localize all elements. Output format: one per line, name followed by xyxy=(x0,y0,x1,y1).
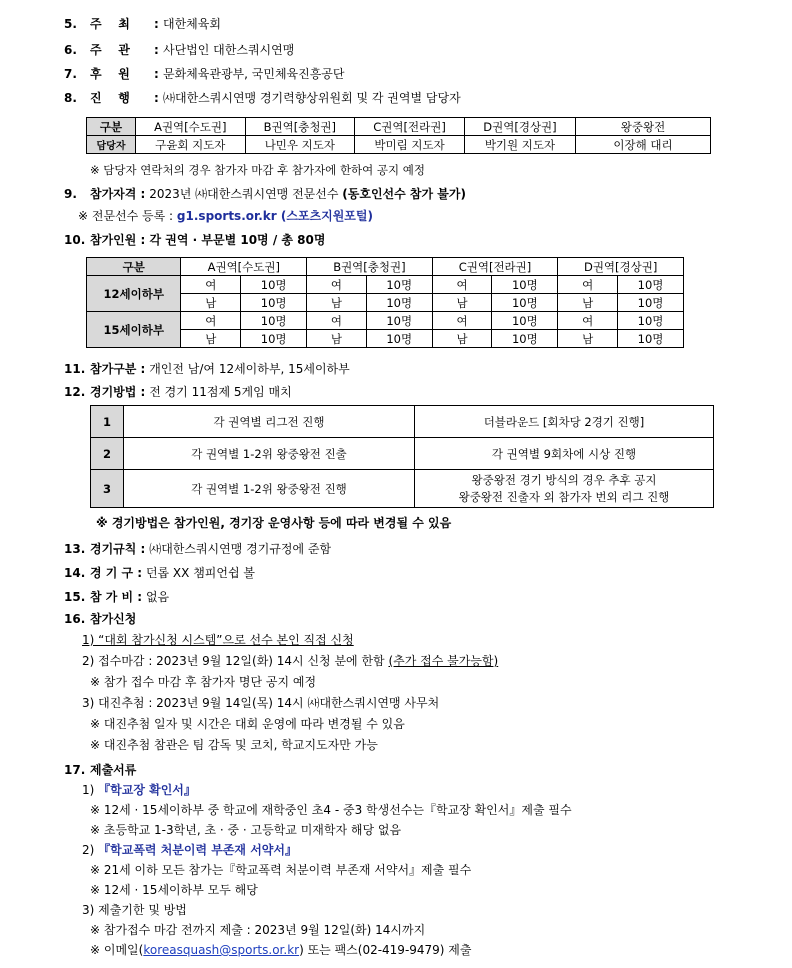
table-cell: 이장해 대리 xyxy=(576,136,711,154)
table-cell: 여 xyxy=(558,312,618,330)
table-cell: 남 xyxy=(307,330,367,348)
item-label: 참가인원 : 각 권역 · 부문별 10명 / 총 80명 xyxy=(90,233,326,247)
item-label: 주 최 xyxy=(90,17,130,31)
doc-1-note-a: ※ 12세 · 15세이하부 중 학교에 재학중인 초4 - 중3 학생선수는『학교장 확인서』제출 필수 xyxy=(90,803,572,817)
item-number: 13. xyxy=(64,542,86,556)
apply-line-4: 3) 대진추첨 : 2023년 9월 14일(목) 14시 ㈔대한스쿼시연맹 사무처 xyxy=(82,696,440,710)
doc-title: 『학교장 확인서』 xyxy=(98,783,196,797)
doc-title: 『학교폭력 처분이력 부존재 서약서』 xyxy=(98,843,297,857)
doc-3-note-a: ※ 참가접수 마감 전까지 제출 : 2023년 9월 12일(화) 14시까지 xyxy=(90,923,426,937)
item-number: 5. xyxy=(64,17,77,31)
table-header-cell: B권역[충청권] xyxy=(245,118,355,136)
apply-line-2 xyxy=(82,653,498,669)
table-cell: 10명 xyxy=(366,312,432,330)
table-header-cell: A권역[수도권] xyxy=(136,118,246,136)
doc-2 xyxy=(82,842,297,858)
item-value: 2023년 ㈔대한스쿼시연맹 전문선수 xyxy=(149,187,343,201)
table-cell: 10명 xyxy=(618,312,684,330)
entry-table xyxy=(86,257,684,348)
doc-2-note-a: ※ 21세 이하 모든 참가는『학교폭력 처분이력 부존재 서약서』제출 필수 xyxy=(90,863,472,877)
table-header-cell: D권역[경상권] xyxy=(558,258,684,276)
table-cell: 여 xyxy=(432,312,492,330)
doc-3: 3) 제출기한 및 방법 xyxy=(82,903,187,917)
table-cell: 10명 xyxy=(618,294,684,312)
apply-deadline-note: (추가 접수 불가능함) xyxy=(388,654,499,668)
table-header-cell: 구분 xyxy=(87,258,181,276)
item-value: 문화체육관광부, 국민체육진흥공단 xyxy=(162,67,345,81)
item-6: 6. 주 관 : 사단법인 대한스쿼시연맹 xyxy=(64,43,295,57)
item-11 xyxy=(64,361,350,377)
item-number: 12. xyxy=(64,385,86,399)
item-value: ㈔대한스쿼시연맹 경기력향상위원회 및 각 권역별 담당자 xyxy=(162,91,461,105)
method-note: ※ 경기방법은 참가인원, 경기장 운영사항 등에 따라 변경될 수 있음 xyxy=(96,516,452,530)
item-label: 경 기 구 : xyxy=(90,566,143,580)
table-header-cell: B권역[충청권] xyxy=(307,258,433,276)
apply-line-5: ※ 대진추첨 일자 및 시간은 대회 운영에 따라 변경될 수 있음 xyxy=(90,717,405,731)
item-12 xyxy=(64,384,292,400)
doc-1-note-b: ※ 초등학교 1-3학년, 초 · 중 · 고등학교 미재학자 해당 없음 xyxy=(90,823,402,837)
method-left: 각 권역별 리그전 진행 xyxy=(124,406,415,438)
email-link[interactable]: koreasquash@sports.or.kr xyxy=(143,943,300,957)
doc-number: 1) xyxy=(82,783,95,797)
item-label: 주 관 xyxy=(90,43,130,57)
item-number: 17. xyxy=(64,763,86,777)
table-header-cell: A권역[수도권] xyxy=(181,258,307,276)
table-cell: 10명 xyxy=(366,330,432,348)
table-cell: 10명 xyxy=(618,276,684,294)
table-header-cell: D권역[경상권] xyxy=(464,118,575,136)
method-table xyxy=(90,405,714,508)
table-cell: 10명 xyxy=(366,276,432,294)
method-right-line: 왕중왕전 진출자 외 참가자 번외 리그 진행 xyxy=(458,489,670,504)
item-number: 15. xyxy=(64,590,86,604)
table-cell: 남 xyxy=(558,330,618,348)
item-number: 9. xyxy=(64,187,77,201)
table-cell: 남 xyxy=(558,294,618,312)
item-10 xyxy=(64,232,325,248)
table-cell: 여 xyxy=(181,312,241,330)
table-header-cell: 구분 xyxy=(87,118,136,136)
item-number: 11. xyxy=(64,362,86,376)
item-value: 던롭 XX 챔피언쉽 볼 xyxy=(145,566,255,580)
item-value: 개인전 남/여 12세이하부, 15세이하부 xyxy=(149,362,350,376)
item-value: 전 경기 11점제 5게임 매치 xyxy=(149,385,292,399)
apply-line-6: ※ 대진추첨 참관은 팀 감독 및 코치, 학교지도자만 가능 xyxy=(90,738,378,752)
table-cell: 10명 xyxy=(618,330,684,348)
table-header-cell: C권역[전라권] xyxy=(432,258,558,276)
item-label: 제출서류 xyxy=(90,763,137,777)
item-15 xyxy=(64,589,169,605)
item-label: 참가구분 : xyxy=(90,362,146,376)
group-name: 15세이하부 xyxy=(87,312,181,348)
item-17 xyxy=(64,762,136,778)
table-header-cell: C권역[전라권] xyxy=(355,118,465,136)
table-cell: 10명 xyxy=(241,294,307,312)
email-suffix: ) 또는 팩스(02-419-9479) 제출 xyxy=(299,943,472,957)
table-cell: 10명 xyxy=(241,312,307,330)
item-8: 8. 진 행 : ㈔대한스쿼시연맹 경기력향상위원회 및 각 권역별 담당자 xyxy=(64,91,461,105)
item-number: 16. xyxy=(64,612,86,626)
item-value: ㈔대한스쿼시연맹 경기규정에 준함 xyxy=(149,542,332,556)
group-name: 12세이하부 xyxy=(87,276,181,312)
item-value: 없음 xyxy=(145,590,170,604)
method-right-line: 왕중왕전 경기 방식의 경우 추후 공지 xyxy=(471,472,657,487)
table-cell: 10명 xyxy=(492,294,558,312)
table-cell: 10명 xyxy=(241,330,307,348)
item-number: 6. xyxy=(64,43,77,57)
table-cell: 나민우 지도자 xyxy=(245,136,355,154)
doc-2-note-b: ※ 12세 · 15세이하부 모두 해당 xyxy=(90,883,258,897)
table-cell: 담당자 xyxy=(87,136,136,154)
method-number: 1 xyxy=(91,406,124,438)
table-cell: 10명 xyxy=(492,312,558,330)
item-16 xyxy=(64,611,136,627)
item-7: 7. 후 원 : 문화체육관광부, 국민체육진흥공단 xyxy=(64,67,345,81)
item-label: 후 원 xyxy=(90,67,130,81)
method-right xyxy=(415,470,714,508)
item-label: 경기방법 : xyxy=(90,385,146,399)
table-cell: 박미림 지도자 xyxy=(355,136,465,154)
item-label: 참가자격 : xyxy=(90,187,146,201)
item-value: 대한체육회 xyxy=(162,17,221,31)
method-left: 각 권역별 1-2위 왕중왕전 진출 xyxy=(124,438,415,470)
method-number: 2 xyxy=(91,438,124,470)
item-13 xyxy=(64,541,331,557)
table-cell: 여 xyxy=(432,276,492,294)
table-cell: 구윤회 지도자 xyxy=(136,136,246,154)
item-label: 진 행 xyxy=(90,91,130,105)
item-number: 7. xyxy=(64,67,77,81)
method-left: 각 권역별 1-2위 왕중왕전 진행 xyxy=(124,470,415,508)
portal-name: (스포츠지원포털) xyxy=(276,209,373,223)
item-label: 참가신청 xyxy=(90,612,137,626)
table-cell: 10명 xyxy=(366,294,432,312)
item-14 xyxy=(64,565,255,581)
table-cell: 남 xyxy=(432,294,492,312)
apply-line-3: ※ 참가 접수 마감 후 참가자 명단 공지 예정 xyxy=(90,675,317,689)
item-number: 10. xyxy=(64,233,86,247)
portal-link[interactable]: g1.sports.or.kr xyxy=(176,209,277,223)
method-number: 3 xyxy=(91,470,124,508)
table-cell: 박기원 지도자 xyxy=(464,136,575,154)
table-cell: 남 xyxy=(181,330,241,348)
table-cell: 10명 xyxy=(241,276,307,294)
manager-table xyxy=(86,117,711,154)
item-number: 14. xyxy=(64,566,86,580)
item-label: 참 가 비 : xyxy=(90,590,143,604)
table-cell: 남 xyxy=(307,294,367,312)
note-prefix: ※ 전문선수 등록 : xyxy=(78,209,177,223)
item-number: 8. xyxy=(64,91,77,105)
item-value-emphasis: (동호인선수 참가 불가) xyxy=(342,187,466,201)
apply-deadline: 2) 접수마감 : 2023년 9월 12일(화) 14시 신청 분에 한함 xyxy=(82,654,389,668)
method-right xyxy=(415,438,714,470)
method-right-line: 각 권역별 9회차에 시상 진행 xyxy=(491,446,637,461)
item-5: 5. 주 최 : 대한체육회 xyxy=(64,17,221,31)
method-right-line: 더블라운드 [회차당 2경기 진행] xyxy=(483,414,645,429)
table-cell: 여 xyxy=(558,276,618,294)
table-cell: 남 xyxy=(181,294,241,312)
table-header-cell: 왕중왕전 xyxy=(576,118,711,136)
item-9-note xyxy=(78,208,373,224)
table-cell: 10명 xyxy=(492,276,558,294)
email-prefix: ※ 이메일( xyxy=(90,943,144,957)
item-9 xyxy=(64,186,466,202)
doc-3-note-b xyxy=(90,942,472,958)
item-label: 경기규칙 : xyxy=(90,542,146,556)
apply-line-1: 1) “대회 참가신청 시스템”으로 선수 본인 직접 신청 xyxy=(82,633,354,647)
method-right xyxy=(415,406,714,438)
table-cell: 여 xyxy=(181,276,241,294)
manager-note: ※ 담당자 연락처의 경우 참가자 마감 후 참가자에 한하여 공지 예정 xyxy=(90,163,426,177)
item-value: 사단법인 대한스쿼시연맹 xyxy=(162,43,295,57)
table-cell: 여 xyxy=(307,312,367,330)
doc-1 xyxy=(82,782,196,798)
table-cell: 10명 xyxy=(492,330,558,348)
table-cell: 남 xyxy=(432,330,492,348)
doc-number: 2) xyxy=(82,843,95,857)
table-cell: 여 xyxy=(307,276,367,294)
